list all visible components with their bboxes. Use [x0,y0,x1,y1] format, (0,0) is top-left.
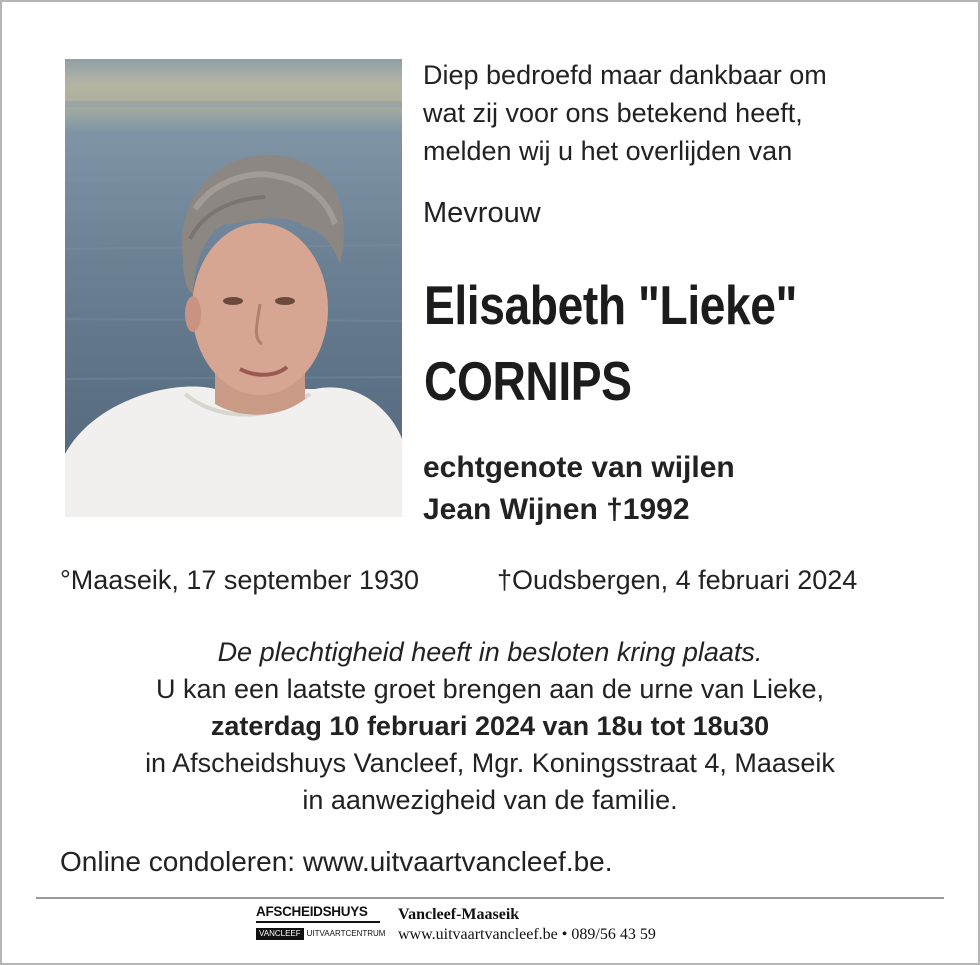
spouse-info [423,447,735,531]
intro-line-1: Diep bedroefd maar dankbaar om [423,60,827,90]
ceremony-info [0,634,980,819]
intro-text [423,56,827,170]
company-name: Vancleef-Maaseik [398,906,520,923]
death-date: †Oudsbergen, 4 februari 2024 [497,565,858,595]
online-condolence: Online condoleren: www.uitvaartvancleef.be. [60,846,613,877]
ceremony-date: zaterdag 10 februari 2024 van 18u tot 18u30 [210,711,770,741]
name-line-2: CORNIPS [424,350,632,412]
funeral-home-logo [256,904,386,944]
logo-main-text: AFSCHEIDSHUYS [256,904,368,919]
footer-contact [398,905,656,946]
ceremony-line-2: U kan een laatste groet brengen aan de urne van Lieke, [156,674,824,704]
intro-line-2: wat zij voor ons betekend heeft, [423,98,803,128]
honorific: Mevrouw [423,197,541,229]
spouse-line-1: echtgenote van wijlen [423,451,735,484]
name-line-1: Elisabeth "Lieke" [424,274,798,336]
logo-bar [256,921,380,923]
ceremony-location: in Afscheidshuys Vancleef, Mgr. Koningsstraat 4, Maaseik [145,748,835,778]
logo-strip [256,928,386,940]
footer-divider [36,897,944,899]
spouse-line-2: Jean Wijnen †1992 [423,493,690,526]
ceremony-line-1: De plechtigheid heeft in besloten kring plaats. [217,637,763,667]
birth-date: °Maaseik, 17 september 1930 [60,565,420,595]
logo-right-text: UITVAARTCENTRUM [306,929,386,938]
portrait-photo [65,59,402,517]
intro-line-3: melden wij u het overlijden van [423,136,793,166]
ceremony-line-5: in aanwezigheid van de familie. [302,785,678,815]
deceased-name [424,267,797,419]
logo-left-text: VANCLEEF [256,928,304,940]
contact-line: www.uitvaartvancleef.be • 089/56 43 59 [398,926,656,943]
